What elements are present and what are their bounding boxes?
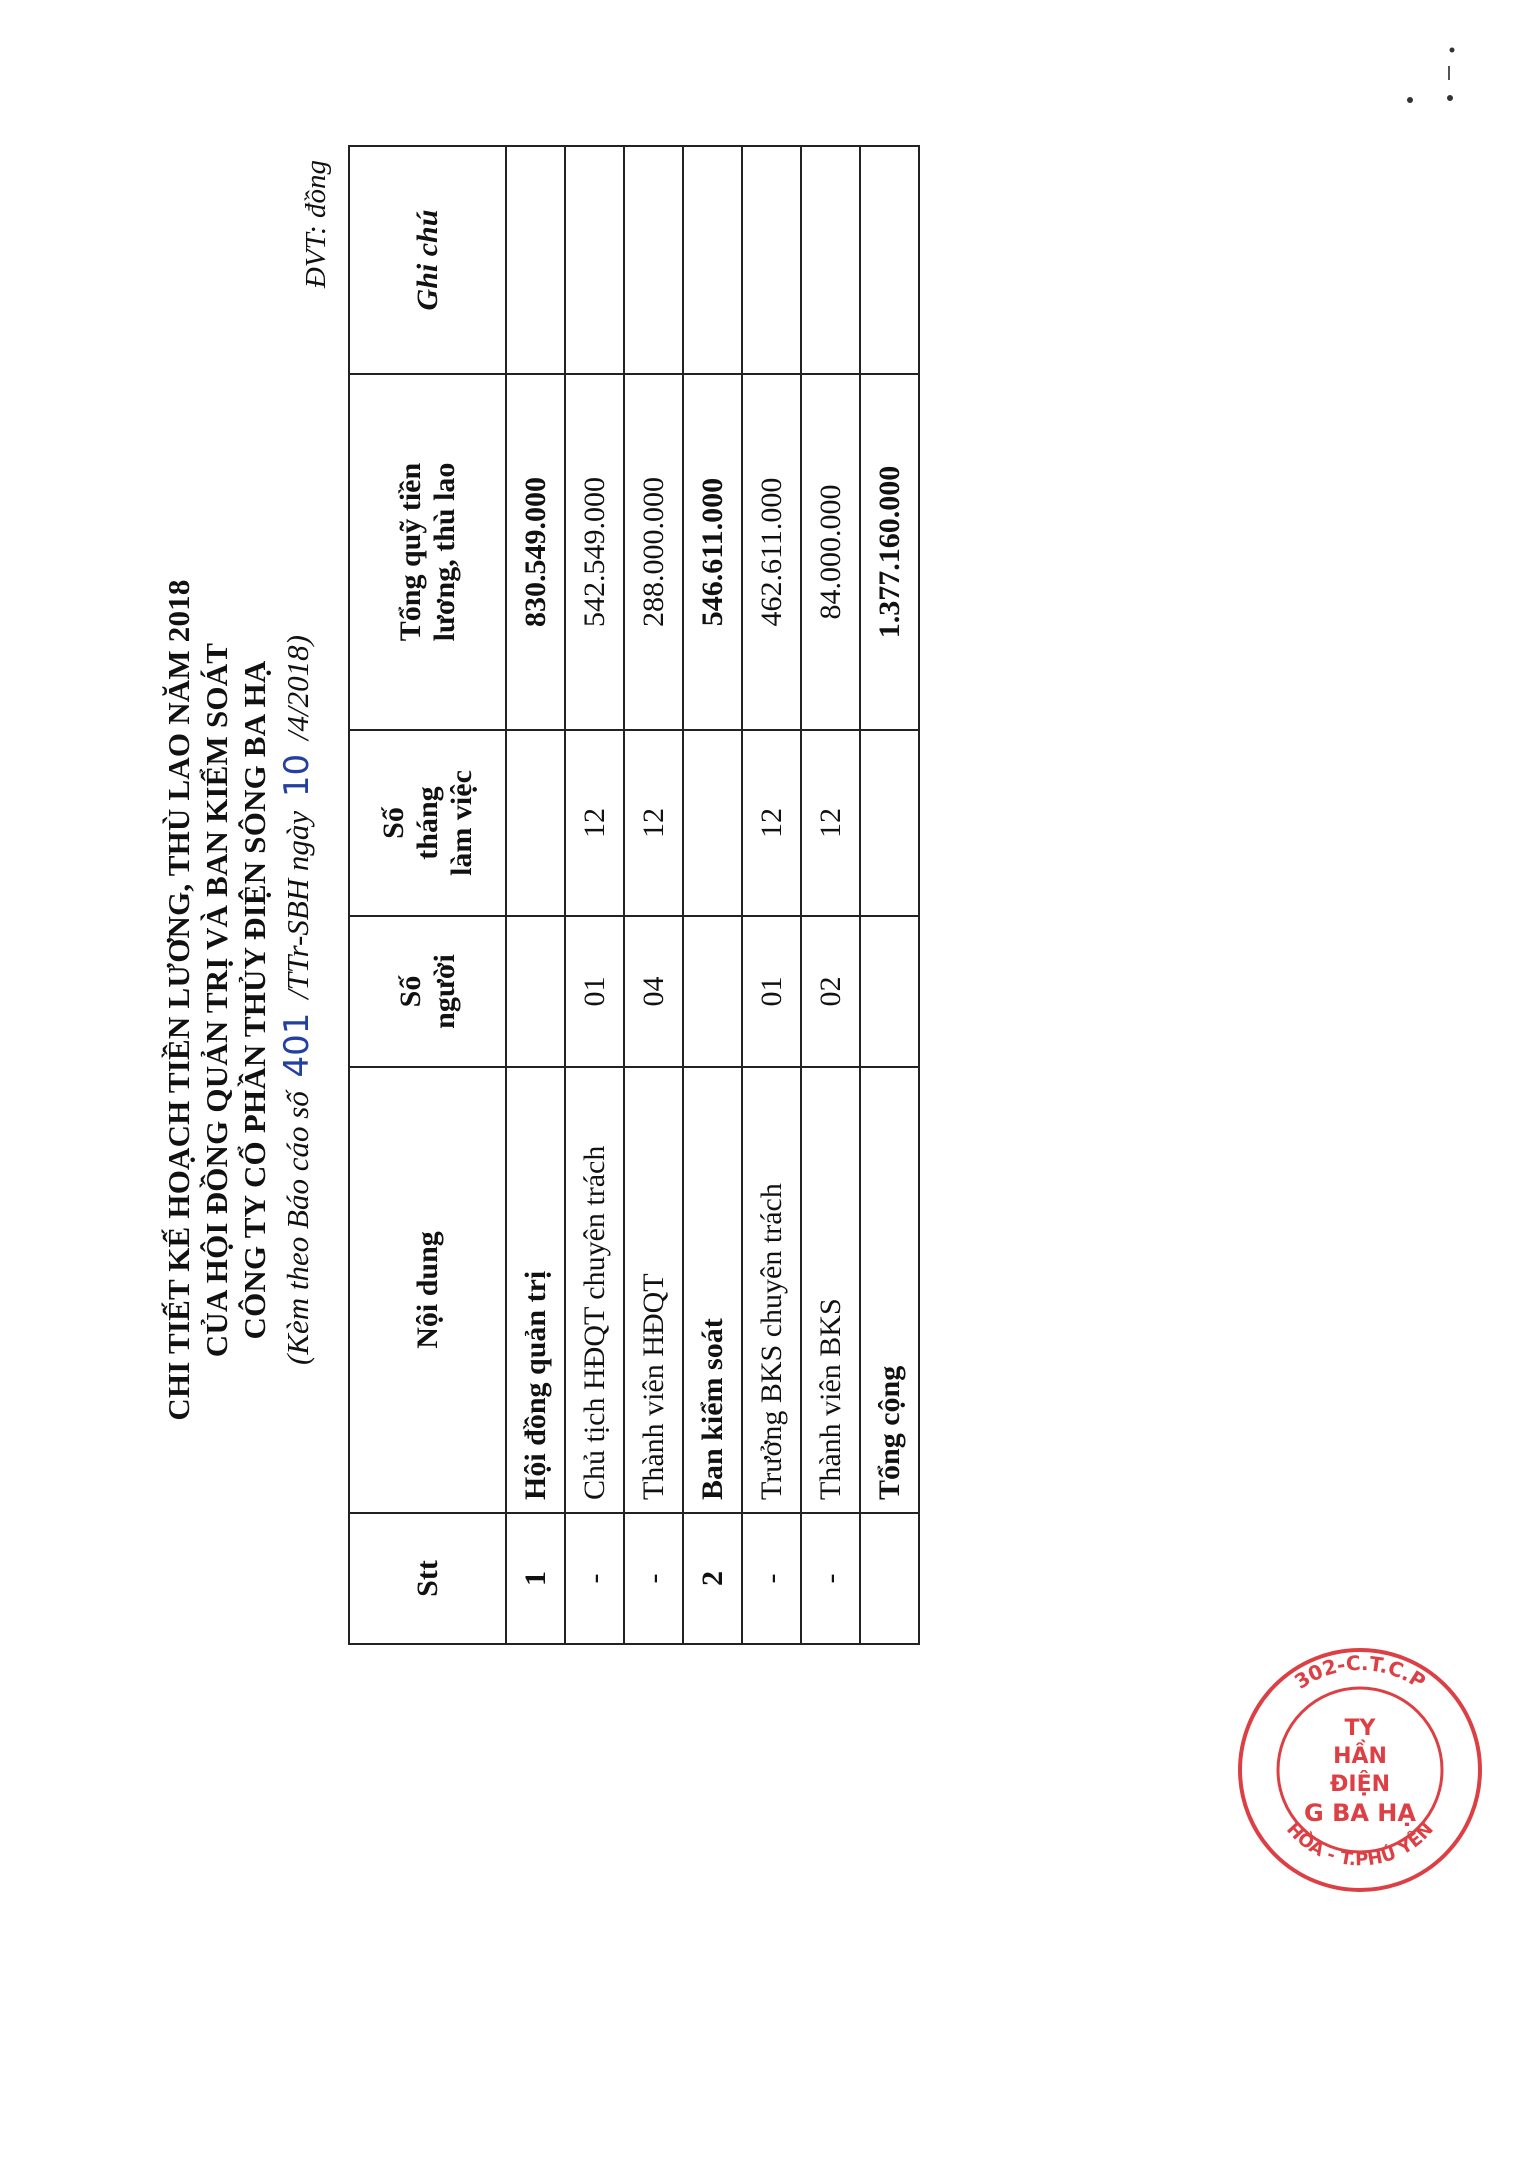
cell-months: 12 [801, 730, 860, 916]
scan-speck-marks [1390, 0, 1470, 120]
report-reference [274, 360, 321, 1640]
header-total [349, 374, 506, 730]
cell-content: Tổng cộng [860, 1067, 919, 1513]
company-stamp-icon [1235, 1645, 1485, 1895]
table-row [683, 146, 742, 1644]
stamp-center-line-4: G BA HẠ [1304, 1799, 1416, 1827]
cell-total: 1.377.160.000 [860, 374, 919, 730]
cell-content: Hội đồng quản trị [506, 1067, 565, 1513]
cell-people: 04 [624, 916, 683, 1067]
stamp-ring-bottom: HÒA - T.PHÚ YÊN [1282, 1818, 1438, 1871]
report-reference-middle: /TTr-SBH ngày [280, 810, 315, 999]
cell-total: 462.611.000 [742, 374, 801, 730]
table-row-total [860, 146, 919, 1644]
cell-total: 546.611.000 [683, 374, 742, 730]
header-months-line3: làm việc [444, 770, 478, 876]
cell-total: 84.000.000 [801, 374, 860, 730]
cell-people: 01 [742, 916, 801, 1067]
cell-content: Trưởng BKS chuyên trách [742, 1067, 801, 1513]
salary-plan-table [348, 145, 920, 1645]
table-row [801, 146, 860, 1644]
cell-note [801, 146, 860, 374]
header-people-line2: người [427, 954, 461, 1029]
header-content: Nội dung [349, 1067, 506, 1513]
header-people [349, 916, 506, 1067]
header-note: Ghi chú [349, 146, 506, 374]
cell-content: Thành viên BKS [801, 1067, 860, 1513]
title-line-2: CỦA HỘI ĐỒNG QUẢN TRỊ VÀ BAN KIỂM SOÁT [199, 642, 234, 1358]
cell-people [506, 916, 565, 1067]
cell-months: 12 [742, 730, 801, 916]
cell-stt [860, 1513, 919, 1644]
cell-stt: 1 [506, 1513, 565, 1644]
stamp-center-line-3: ĐIỆN [1329, 1772, 1391, 1797]
report-reference-prefix: (Kèm theo Báo cáo số [280, 1091, 315, 1365]
cell-people: 01 [565, 916, 624, 1067]
title-block [160, 360, 321, 1640]
stamp-ring-top: 302-C.T.C.P [1290, 1650, 1430, 1694]
cell-months [506, 730, 565, 916]
header-months-line2: tháng [410, 786, 444, 860]
header-people-line1: Số [393, 975, 427, 1008]
header-total-line1: Tổng quỹ tiền [393, 462, 427, 642]
stamp-center-line-1: TY [1344, 1716, 1376, 1741]
table-row [565, 146, 624, 1644]
cell-people: 02 [801, 916, 860, 1067]
header-months [349, 730, 506, 916]
cell-months [860, 730, 919, 916]
handwritten-day: 10 [277, 753, 317, 798]
table-row [506, 146, 565, 1644]
cell-note [742, 146, 801, 374]
cell-months [683, 730, 742, 916]
table-row [624, 146, 683, 1644]
cell-content: Chủ tịch HĐQT chuyên trách [565, 1067, 624, 1513]
cell-content: Thành viên HĐQT [624, 1067, 683, 1513]
header-total-line2: lương, thù lao [427, 462, 461, 642]
title-line-1: CHI TIẾT KẾ HOẠCH TIỀN LƯƠNG, THÙ LAO NĂM 2018 [161, 579, 196, 1421]
cell-total: 288.000.000 [624, 374, 683, 730]
report-reference-suffix: /4/2018) [280, 635, 315, 741]
cell-total: 542.549.000 [565, 374, 624, 730]
cell-note [565, 146, 624, 374]
handwritten-report-number: 401 [277, 1012, 317, 1078]
table-header-row [349, 146, 506, 1644]
cell-stt: - [801, 1513, 860, 1644]
table-row [742, 146, 801, 1644]
header-stt: Stt [349, 1513, 506, 1644]
cell-people [860, 916, 919, 1067]
header-months-line1: Số [376, 807, 410, 839]
cell-stt: - [624, 1513, 683, 1644]
cell-note [506, 146, 565, 374]
cell-total: 830.549.000 [506, 374, 565, 730]
cell-months: 12 [624, 730, 683, 916]
cell-note [683, 146, 742, 374]
cell-months: 12 [565, 730, 624, 916]
cell-note [860, 146, 919, 374]
currency-unit: ĐVT: đồng [300, 160, 332, 289]
cell-people [683, 916, 742, 1067]
title-line-3: CÔNG TY CỔ PHẦN THỦY ĐIỆN SÔNG BA HẠ [237, 660, 272, 1340]
cell-note [624, 146, 683, 374]
cell-stt: 2 [683, 1513, 742, 1644]
cell-content: Ban kiểm soát [683, 1067, 742, 1513]
stamp-center-line-2: HẦN [1333, 1744, 1387, 1769]
cell-stt: - [742, 1513, 801, 1644]
cell-stt: - [565, 1513, 624, 1644]
